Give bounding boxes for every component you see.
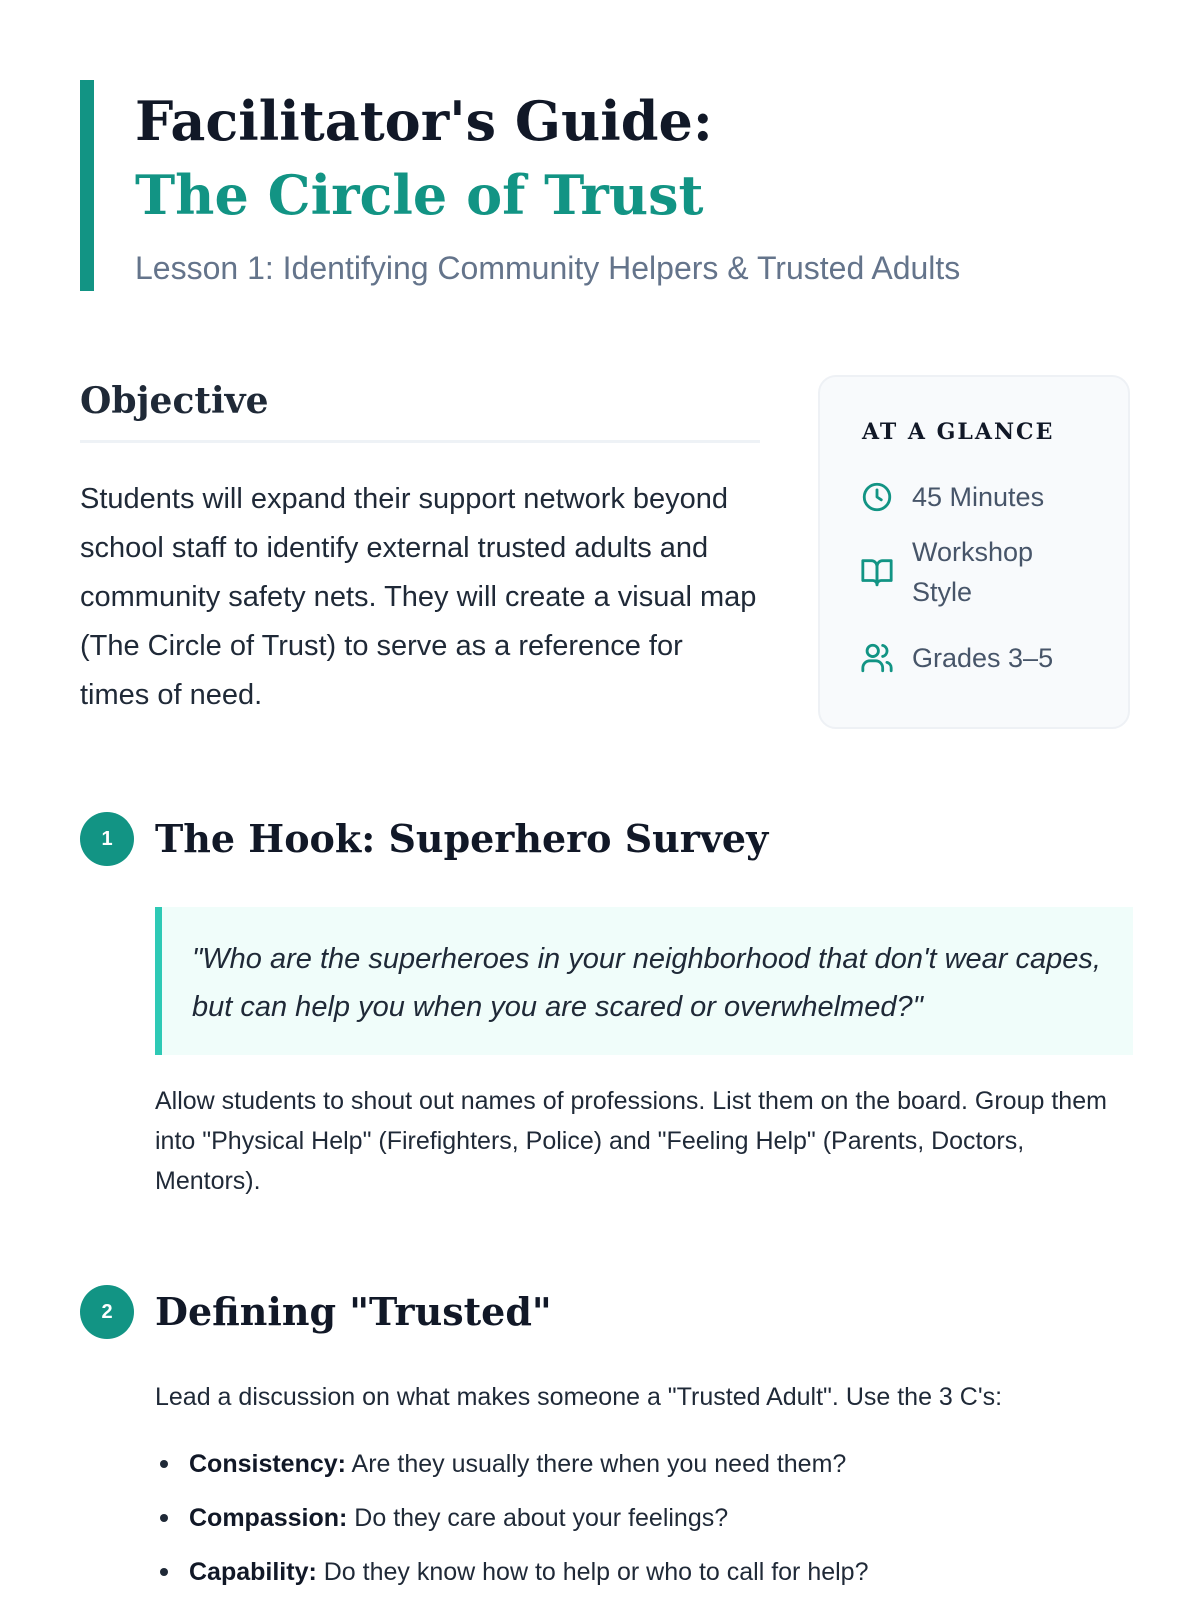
list-item-text: Do they know how to help or who to call for help?: [316, 1558, 869, 1586]
glance-item-duration: [860, 477, 1044, 517]
list-item-term: Compassion:: [189, 1504, 348, 1532]
list-item: [155, 1437, 1135, 1491]
clock-icon: [860, 480, 894, 514]
trusted-intro: Lead a discussion on what makes someone a "Trusted Adult". Use the 3 C's:: [155, 1383, 1003, 1411]
objective-heading: Objective: [80, 380, 269, 422]
lesson-title: The Circle of Trust: [135, 163, 704, 227]
quote-text: "Who are the superheroes in your neighborhood that don't wear capes, but can help you when you are scared or overwhelmed?": [192, 943, 1101, 1023]
list-item-term: Consistency:: [189, 1450, 346, 1478]
list-item: [155, 1545, 1135, 1599]
bullet-dot: [160, 1568, 168, 1576]
glance-item-label: 45 Minutes: [912, 482, 1045, 512]
page-title: Facilitator's Guide:: [135, 89, 713, 153]
objective-body: Students will expand their support network beyond school staff to identify external trusted adults and community safety nets. They will create a visual map (The Circle of Trust) to serve as a reference for times of need.: [80, 483, 757, 711]
glance-title: AT A GLANCE: [862, 419, 1055, 445]
glance-item-label: Workshop Style: [912, 537, 1034, 607]
book-icon: [860, 555, 894, 589]
glance-item-format: [860, 532, 1062, 612]
objective-section: [80, 375, 760, 711]
step-title: The Hook: Superhero Survey: [155, 816, 769, 861]
list-item: [155, 1491, 1135, 1545]
at-a-glance-card: [818, 375, 1130, 729]
step-number-badge: 1: [80, 812, 134, 866]
bullet-dot: [160, 1514, 168, 1522]
step-title: Defining "Trusted": [155, 1289, 552, 1334]
bullet-dot: [160, 1460, 168, 1468]
users-icon: [860, 641, 894, 675]
list-item-text: Do they care about your feelings?: [347, 1504, 729, 1532]
hook-quote: [155, 907, 1133, 1055]
glance-item-label: Grades 3–5: [912, 643, 1054, 673]
step-number-badge: 2: [80, 1285, 134, 1339]
objective-divider: [80, 440, 760, 443]
header-accent-bar: [80, 80, 94, 291]
glance-item-grades: [860, 638, 1053, 678]
lesson-subtitle: Lesson 1: Identifying Community Helpers & Trusted Adults: [135, 250, 961, 286]
hook-instructions: Allow students to shout out names of professions. List them on the board. Group them into "Physical Help" (Firefighters, Police) and "Feeling Help" (Parents, Doctors, Mentors).: [155, 1087, 1107, 1195]
guide-header: [80, 80, 1120, 291]
list-item-term: Capability:: [189, 1558, 317, 1586]
list-item-text: Are they usually there when you need them?: [345, 1450, 847, 1478]
three-cs-list: [155, 1437, 1135, 1599]
